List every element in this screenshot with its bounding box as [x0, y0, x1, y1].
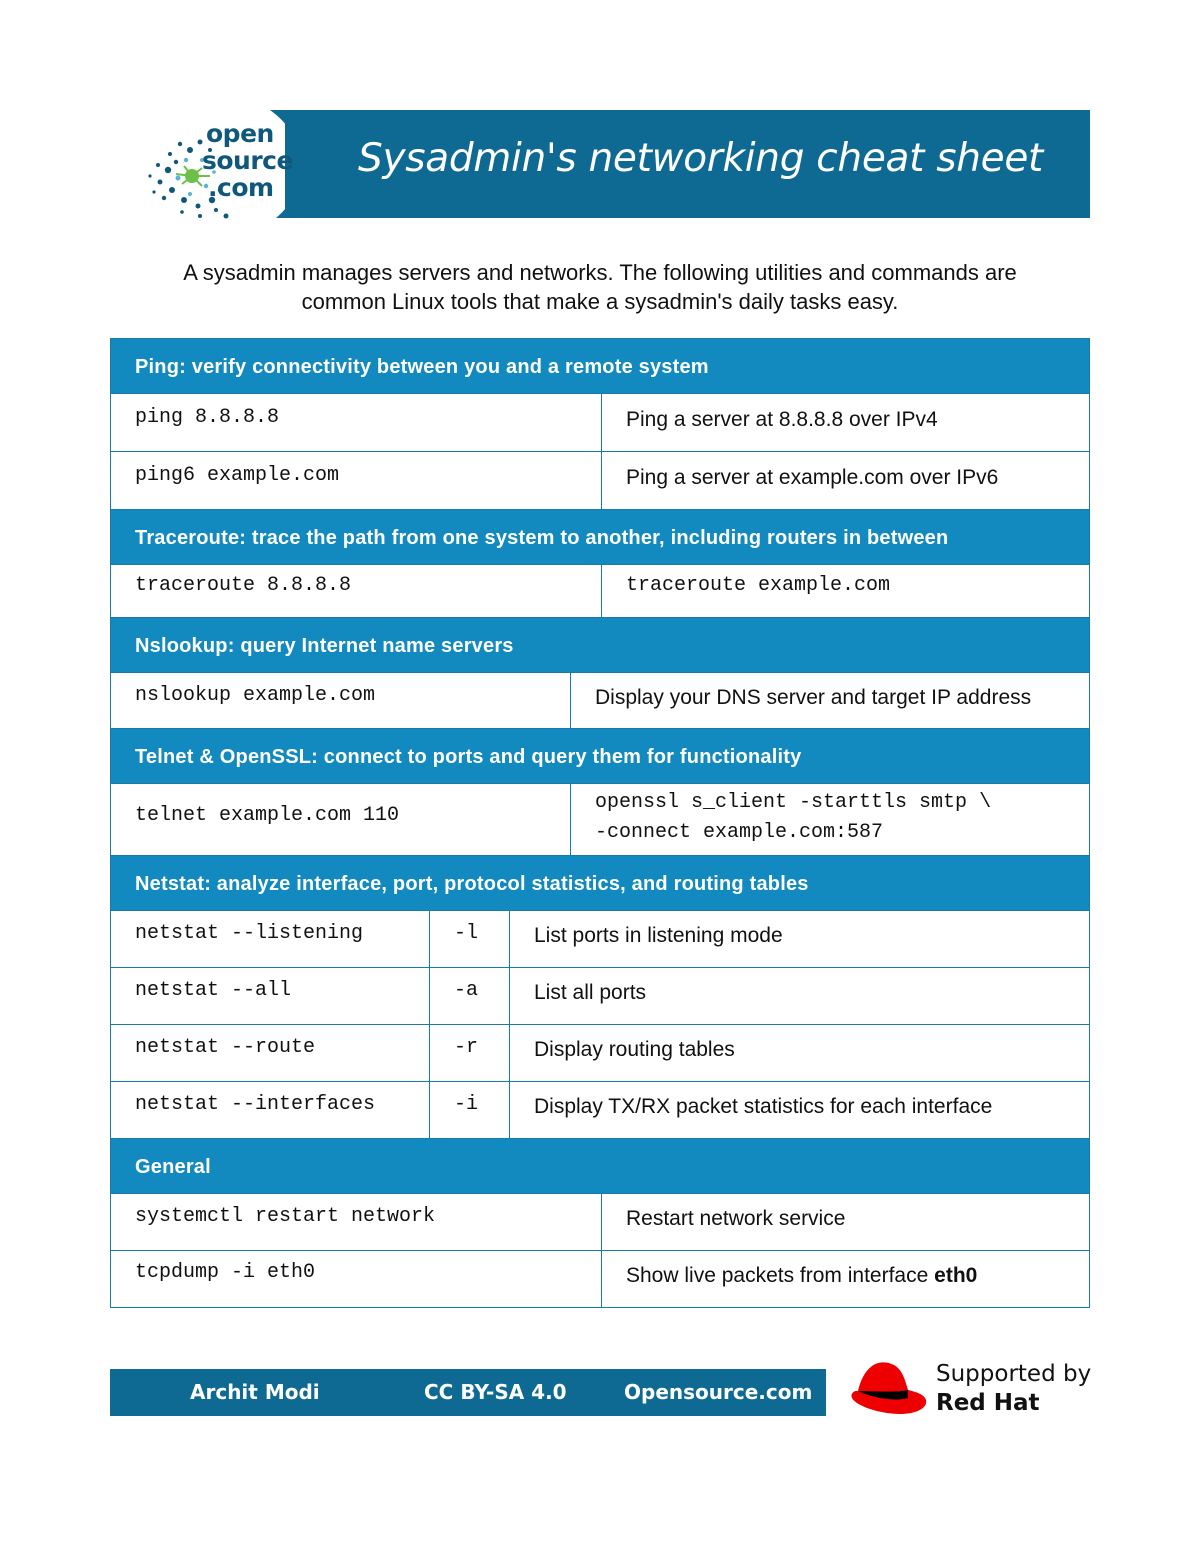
- section-heading-nslookup: Nslookup: query Internet name servers: [111, 617, 1089, 672]
- section-heading-general: General: [111, 1138, 1089, 1193]
- intro-line-1: A sysadmin manages servers and networks. The following utilities and commands are: [183, 260, 1017, 285]
- command-cell: telnet example.com 110: [135, 804, 400, 827]
- supported-by-redhat: [936, 1360, 1091, 1418]
- command-cell: netstat --interfaces: [135, 1093, 376, 1116]
- table-row: [111, 1081, 1089, 1138]
- description-text: Show live packets from interface: [626, 1264, 935, 1287]
- table-row: [111, 451, 1089, 509]
- command-cell: netstat --listening: [135, 922, 364, 945]
- flag-cell: -a: [429, 968, 509, 1024]
- table-row: [111, 564, 1089, 617]
- section-general: [110, 1138, 1090, 1308]
- command-cell: ping6 example.com: [135, 464, 340, 487]
- description-cell: Ping a server at 8.8.8.8 over IPv4: [601, 394, 1089, 451]
- command-cell: traceroute 8.8.8.8: [135, 574, 352, 597]
- footer-author: Archit Modi: [190, 1380, 320, 1404]
- description-cell: Display your DNS server and target IP address: [570, 673, 1089, 728]
- table-row: [111, 1250, 1089, 1307]
- intro-line-2: common Linux tools that make a sysadmin's daily tasks easy.: [301, 289, 899, 314]
- table-row: [111, 783, 1089, 855]
- section-telnet-openssl: [110, 728, 1090, 855]
- command-cell: netstat --route: [135, 1036, 316, 1059]
- table-row: [111, 1024, 1089, 1081]
- openssl-command-line-1: openssl s_client -starttls smtp \: [595, 791, 992, 814]
- flag-cell: -r: [429, 1025, 509, 1081]
- description-cell: Display TX/RX packet statistics for each interface: [509, 1082, 1089, 1138]
- redhat-label: Red Hat: [936, 1390, 1040, 1416]
- interface-name: eth0: [934, 1264, 978, 1287]
- cheat-sheet-table: [110, 338, 1090, 1308]
- description-cell: [601, 1251, 1089, 1307]
- table-row: [111, 1193, 1089, 1250]
- footer-bar: [110, 1369, 826, 1416]
- section-heading-traceroute: Traceroute: trace the path from one system to another, including routers in between: [111, 509, 1089, 564]
- flag-cell: -i: [429, 1082, 509, 1138]
- section-heading-netstat: Netstat: analyze interface, port, protocol statistics, and routing tables: [111, 855, 1089, 910]
- flag-cell: -l: [429, 911, 509, 967]
- redhat-logo-icon: [850, 1360, 928, 1418]
- logo-center-dot: [185, 169, 199, 183]
- table-row: [111, 967, 1089, 1024]
- description-cell: List all ports: [509, 968, 1089, 1024]
- description-cell: List ports in listening mode: [509, 911, 1089, 967]
- section-heading-telnet-openssl: Telnet & OpenSSL: connect to ports and query them for functionality: [111, 728, 1089, 783]
- command-cell: traceroute example.com: [601, 565, 1089, 617]
- section-ping: [110, 338, 1090, 509]
- command-cell: systemctl restart network: [135, 1205, 436, 1228]
- logo-wordmark: [202, 120, 293, 201]
- table-row: [111, 393, 1089, 451]
- table-row: [111, 910, 1089, 967]
- supported-by-label: Supported by: [936, 1361, 1092, 1387]
- logo-line-com: .com: [208, 173, 274, 202]
- description-cell: Display routing tables: [509, 1025, 1089, 1081]
- page-title: Sysadmin's networking cheat sheet: [358, 136, 1044, 181]
- footer-site: Opensource.com: [624, 1380, 813, 1404]
- section-netstat: [110, 855, 1090, 1138]
- logo-line-source: source: [202, 146, 293, 175]
- command-cell: tcpdump -i eth0: [135, 1261, 316, 1284]
- table-row: [111, 672, 1089, 728]
- intro-paragraph: [110, 258, 1090, 316]
- section-heading-ping: Ping: verify connectivity between you and a remote system: [111, 338, 1089, 393]
- command-cell: ping 8.8.8.8: [135, 406, 280, 429]
- description-cell: Ping a server at example.com over IPv6: [601, 452, 1089, 509]
- logo-line-open: open: [206, 119, 274, 148]
- command-cell: netstat --all: [135, 979, 292, 1002]
- command-cell: [570, 784, 1089, 855]
- section-traceroute: [110, 509, 1090, 617]
- page-header: [110, 110, 1090, 218]
- command-cell: nslookup example.com: [135, 684, 376, 707]
- description-cell: Restart network service: [601, 1194, 1089, 1250]
- openssl-command-line-2: -connect example.com:587: [595, 821, 884, 844]
- footer-license: CC BY-SA 4.0: [424, 1380, 567, 1404]
- section-nslookup: [110, 617, 1090, 728]
